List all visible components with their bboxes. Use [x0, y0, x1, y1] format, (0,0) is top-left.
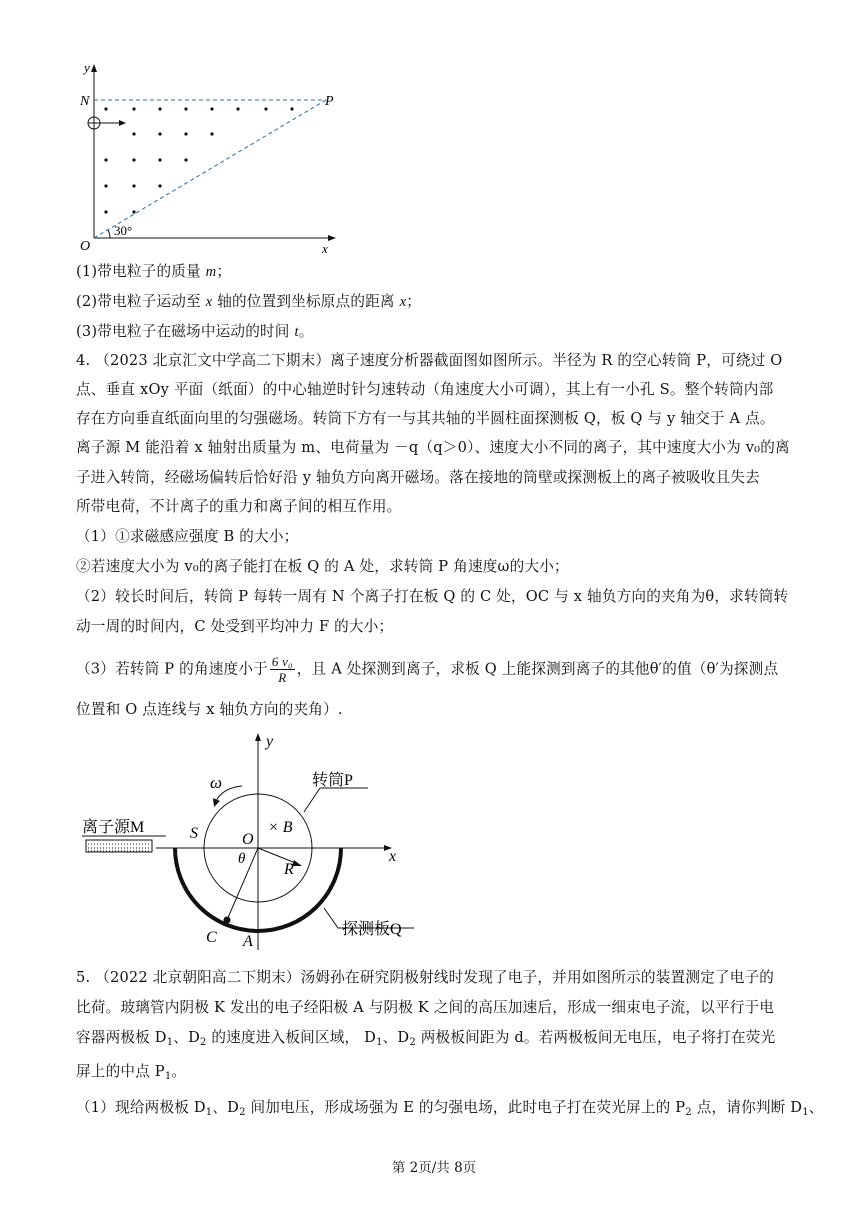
b-label: × B [268, 819, 293, 836]
figure-magnetic-field-triangle [76, 60, 346, 255]
q5-sub-1: （1）现给两极板 $D_1$、$D_2$ 间加电压，形成场强为 E 的匀强电场，此时电子打在荧光屏上的 $P_2$ 点，请你判断 $D_1$、 [76, 1099, 824, 1118]
q4-line-3: 存在方向垂直纸面向里的匀强磁场。转筒下方有一与其共轴的半圆柱面探测板 Q，板 Q 与 y 轴交于 A 点。 [76, 410, 775, 427]
q3-item-1: (1)带电粒子的质量 m； [76, 263, 232, 280]
q4-sub-1a: （1）①求磁感应强度 B 的大小； [76, 528, 299, 545]
page-footer: 第 2页/共 8页 [391, 1160, 477, 1176]
r-label: R [284, 861, 294, 878]
axis-y-label: y [266, 733, 274, 750]
q4-sub-1b: ②若速度大小为 v₀的离子能打在板 Q 的 A 处，求转筒 P 角速度ω的大小； [76, 558, 569, 575]
drum-label: 转筒P [312, 772, 353, 789]
angle-label: 30° [114, 223, 133, 238]
figure-ion-velocity-analyzer [76, 728, 416, 956]
q4-line-5: 子进入转筒，经磁场偏转后恰好沿 y 轴负方向离开磁场。落在接地的筒壁或探测板上的离子被吸收且失去 [76, 469, 760, 486]
point-c-dot [224, 917, 231, 924]
theta-label: θ [238, 851, 246, 867]
s-label: S [190, 825, 198, 842]
ion-source [86, 840, 152, 852]
q4-sub-2a: （2）较长时间后，转筒 P 每转一周有 N 个离子打在板 Q 的 C 处，OC 与 x 轴负方向的夹角为θ，求转筒转 [76, 588, 789, 605]
fraction-6v0-over-r: $\frac{\text{6 v₀}}{R}$ [271, 654, 293, 685]
omega-label: ω [210, 773, 223, 792]
q4-sub-3a: （3）若转筒 P 的角速度小于 $\frac{\text{6 v₀}}{R}$ ，且 A 处探测到离子，求板 Q 上能探测到离子的其他θ′的值（θ′为探测点 [76, 654, 779, 685]
q4-sub-3b: 位置和 O 点连线与 x 轴负方向的夹角）. [76, 701, 343, 718]
axis-x-label: x [389, 848, 397, 865]
o-label: O [242, 831, 254, 848]
point-p-label: P [325, 94, 334, 109]
point-n-label: N [80, 94, 90, 109]
detector-label: 探测板Q [342, 921, 402, 938]
q3-item-2: (2)带电粒子运动至 x 轴的位置到坐标原点的距离 x； [76, 293, 422, 310]
q5-line-4: 屏上的中点 $P_1$。 [76, 1063, 187, 1082]
a-label: A [243, 933, 253, 950]
c-label: C [206, 929, 217, 946]
q5-line-1: 5. （2022 北京朝阳高二下期末）汤姆孙在研究阴极射线时发现了电子，并用如图所示的装置测定了电子的 [76, 969, 775, 986]
q5-line-2: 比荷。玻璃管内阴极 K 发出的电子经阳极 A 与阴极 K 之间的高压加速后，形成一细束电子流，以平行于电 [76, 999, 775, 1016]
origin-label: O [80, 239, 91, 254]
q4-line-2: 点、垂直 xOy 平面（纸面）的中心轴逆时针匀速转动（角速度大小可调），其上有一小孔 S。整个转筒内部 [76, 381, 774, 398]
q5-line-3: 容器两极板 $D_1$、$D_2$ 的速度进入板间区域， $D_1$、$D_2$ 两极板间距为 d。若两极板间无电压，电子将打在荧光 [76, 1029, 776, 1048]
field-dots [104, 107, 293, 213]
q3-item-3: (3)带电粒子在磁场中运动的时间 t。 [76, 323, 314, 340]
q4-sub-2b: 动一周的时间内，C 处受到平均冲力 F 的大小； [76, 618, 394, 635]
q4-line-6: 所带电荷，不计离子的重力和离子间的相互作用。 [76, 498, 402, 515]
axis-x-label: x [322, 241, 328, 255]
source-label: 离子源M [82, 819, 145, 836]
q4-line-1: 4. （2023 北京汇文中学高二下期末）离子速度分析器截面图如图所示。半径为 R 的空心转筒 P，可绕过 O [76, 352, 783, 369]
q4-line-4: 离子源 M 能沿着 x 轴射出质量为 m、电荷量为 －q（q＞0）、速度大小不同的离子，其中速度大小为 v₀的离 [76, 439, 790, 456]
axis-y-label: y [84, 60, 90, 75]
